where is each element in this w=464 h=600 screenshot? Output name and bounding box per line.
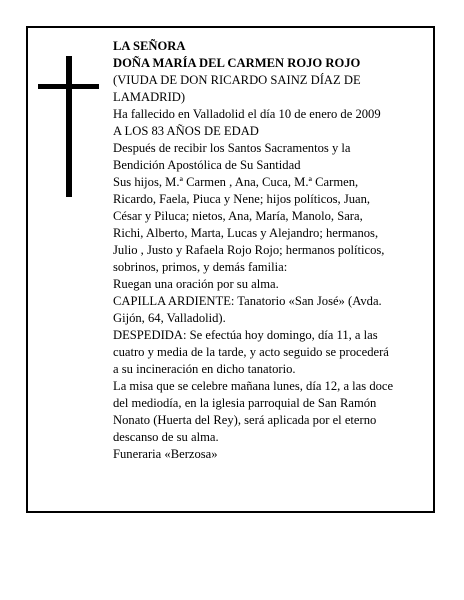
family-line-2: Ricardo, Faela, Piuca y Nene; hijos políticos, Juan, — [113, 192, 371, 206]
mass-line-1: La misa que se celebre mañana lunes, día 12, a las doce — [113, 379, 394, 393]
chapel-line-1: CAPILLA ARDIENTE: Tanatorio «San José» (Avda. — [113, 294, 382, 308]
sacraments-line-1: Después de recibir los Santos Sacramentos y la — [113, 141, 351, 155]
widow-line-1: (VIUDA DE DON RICARDO SAINZ DÍAZ DE — [113, 73, 361, 87]
family-line-5: Julio , Justo y Rafaela Rojo Rojo; hermanos políticos, — [113, 243, 385, 257]
chapel-line-2: Gijón, 64, Valladolid). — [113, 311, 226, 325]
mass-line-2: del mediodía, en la iglesia parroquial de San Ramón — [113, 396, 377, 410]
mass-line-4: descanso de su alma. — [113, 430, 219, 444]
farewell-line-2: cuatro y media de la tarde, y acto seguido se procederá — [113, 345, 389, 359]
family-line-6: sobrinos, primos, y demás familia: — [113, 260, 288, 274]
notice-title-line1: LA SEÑORA — [113, 39, 186, 53]
cross-vertical-bar — [66, 56, 72, 197]
death-date-line: Ha fallecido en Valladolid el día 10 de enero de 2009 — [113, 107, 381, 121]
family-line-4: Richi, Alberto, Marta, Lucas y Alejandro; hermanos, — [113, 226, 379, 240]
family-line-1: Sus hijos, M.ª Carmen , Ana, Cuca, M.ª Carmen, — [113, 175, 359, 189]
deceased-name: DOÑA MARÍA DEL CARMEN ROJO ROJO — [113, 56, 361, 70]
mass-line-3: Nonato (Huerta del Rey), será aplicada por el eterno — [113, 413, 377, 427]
farewell-line-3: a su incineración en dicho tanatorio. — [113, 362, 296, 376]
widow-line-2: LAMADRID) — [113, 90, 186, 104]
obituary-text — [113, 38, 425, 463]
age-line: A LOS 83 AÑOS DE EDAD — [113, 124, 259, 138]
farewell-line-1: DESPEDIDA: Se efectúa hoy domingo, día 11, a las — [113, 328, 378, 342]
family-line-3: César y Piluca; nietos, Ana, María, Manolo, Sara, — [113, 209, 363, 223]
sacraments-line-2: Bendición Apostólica de Su Santidad — [113, 158, 301, 172]
funeral-home-line: Funeraria «Berzosa» — [113, 447, 218, 461]
cross-horizontal-bar — [38, 84, 99, 89]
prayer-line: Ruegan una oración por su alma. — [113, 277, 279, 291]
